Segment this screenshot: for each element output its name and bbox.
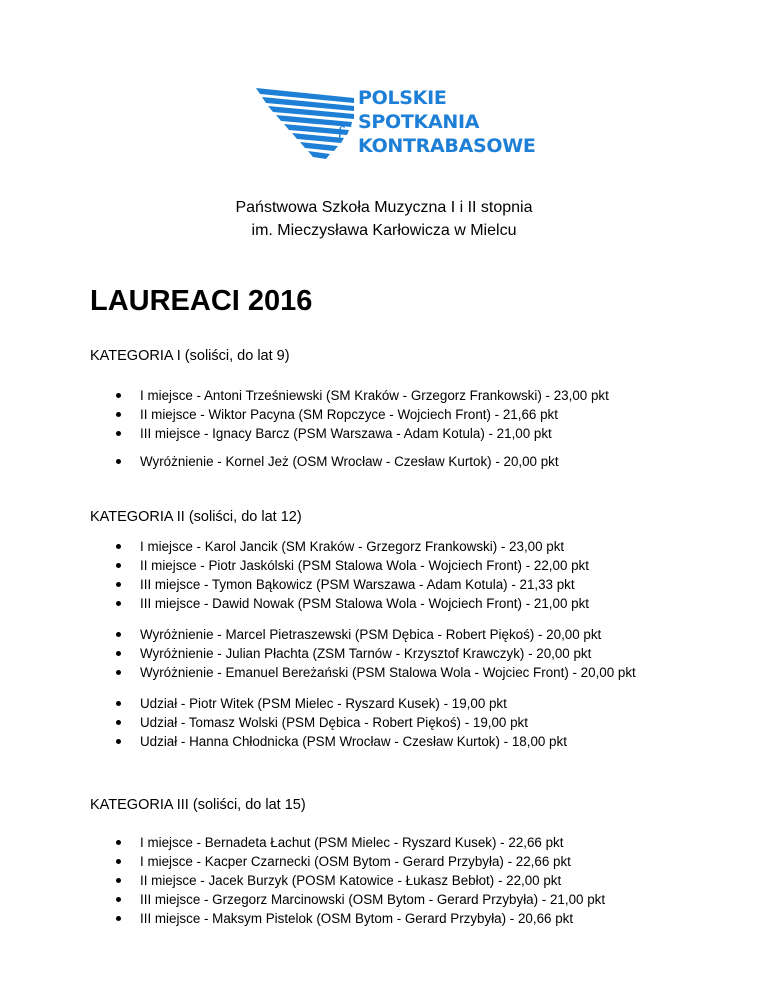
- bullet-icon: [116, 916, 121, 921]
- list-item: Wyróżnienie - Marcel Pietraszewski (PSM Dębica - Robert Piękoś) - 20,00 pkt: [0, 625, 636, 644]
- bullet-icon: [116, 670, 121, 675]
- bullet-icon: [116, 393, 121, 398]
- bullet-icon: [116, 651, 121, 656]
- bullet-icon: [116, 431, 121, 436]
- logo-emblem: [254, 88, 364, 173]
- bullet-icon: [116, 563, 121, 568]
- school-name-line-2: im. Mieczysława Karłowicza w Mielcu: [251, 222, 517, 239]
- list-item: II miejsce - Jacek Burzyk (POSM Katowice - Łukasz Bebłot) - 22,00 pkt: [0, 871, 605, 890]
- list-item: I miejsce - Kacper Czarnecki (OSM Bytom - Gerard Przybyła) - 22,66 pkt: [0, 852, 605, 871]
- list-item: III miejsce - Dawid Nowak (PSM Stalowa Wola - Wojciech Front) - 21,00 pkt: [0, 594, 589, 613]
- bullet-icon: [116, 840, 121, 845]
- list-item: Udział - Hanna Chłodnicka (PSM Wrocław - Czesław Kurtok) - 18,00 pkt: [0, 732, 567, 751]
- category-1-group-2: [0, 452, 559, 471]
- logo-line-3: KONTRABASOWE: [358, 135, 536, 157]
- bullet-icon: [116, 701, 121, 706]
- category-2-group-3: [0, 694, 567, 751]
- list-item: Wyróżnienie - Emanuel Bereżański (PSM Stalowa Wola - Wojciec Front) - 20,00 pkt: [0, 663, 636, 684]
- category-2-group-1: [0, 537, 589, 613]
- bullet-icon: [116, 878, 121, 883]
- bullet-icon: [116, 544, 121, 549]
- list-item: Wyróżnienie - Julian Płachta (ZSM Tarnów - Krzysztof Krawczyk) - 20,00 pkt: [0, 644, 636, 663]
- bullet-icon: [116, 412, 121, 417]
- list-item: I miejsce - Karol Jancik (SM Kraków - Grzegorz Frankowski) - 23,00 pkt: [0, 537, 589, 556]
- list-item: Wyróżnienie - Kornel Jeż (OSM Wrocław - Czesław Kurtok) - 20,00 pkt: [0, 452, 559, 471]
- list-item: II miejsce - Wiktor Pacyna (SM Ropczyce - Wojciech Front) - 21,66 pkt: [0, 405, 609, 424]
- logo-line-2: SPOTKANIA: [358, 111, 480, 133]
- category-1-heading: KATEGORIA I (soliści, do lat 9): [90, 348, 290, 364]
- bullet-icon: [116, 897, 121, 902]
- list-item: III miejsce - Tymon Bąkowicz (PSM Warszawa - Adam Kotula) - 21,33 pkt: [0, 575, 589, 594]
- bullet-icon: [116, 632, 121, 637]
- category-2-heading: KATEGORIA II (soliści, do lat 12): [90, 509, 302, 525]
- list-item: III miejsce - Maksym Pistelok (OSM Bytom - Gerard Przybyła) - 20,66 pkt: [0, 909, 605, 928]
- list-item: Udział - Piotr Witek (PSM Mielec - Ryszard Kusek) - 19,00 pkt: [0, 694, 567, 713]
- logo-wordmark: [358, 86, 536, 158]
- list-item: I miejsce - Bernadeta Łachut (PSM Mielec - Ryszard Kusek) - 22,66 pkt: [0, 833, 605, 852]
- category-1-group-1: [0, 386, 609, 443]
- page-title: LAUREACI 2016: [90, 285, 313, 317]
- bullet-icon: [116, 601, 121, 606]
- svg-text:ʃ: ʃ: [338, 123, 343, 142]
- bullet-icon: [116, 459, 121, 464]
- list-item: III miejsce - Ignacy Barcz (PSM Warszawa - Adam Kotula) - 21,00 pkt: [0, 424, 609, 443]
- school-name-line-1: Państwowa Szkoła Muzyczna I i II stopnia: [235, 199, 533, 216]
- list-item: I miejsce - Antoni Trześniewski (SM Kraków - Grzegorz Frankowski) - 23,00 pkt: [0, 386, 609, 405]
- list-item: II miejsce - Piotr Jaskólski (PSM Stalowa Wola - Wojciech Front) - 22,00 pkt: [0, 556, 589, 575]
- category-3-heading: KATEGORIA III (soliści, do lat 15): [90, 797, 306, 813]
- category-3-group-1: [0, 833, 605, 928]
- category-2-group-2: [0, 625, 636, 684]
- logo-line-1: POLSKIE: [358, 87, 447, 109]
- bullet-icon: [116, 720, 121, 725]
- list-item: III miejsce - Grzegorz Marcinowski (OSM Bytom - Gerard Przybyła) - 21,00 pkt: [0, 890, 605, 909]
- bullet-icon: [116, 582, 121, 587]
- bullet-icon: [116, 739, 121, 744]
- bullet-icon: [116, 859, 121, 864]
- list-item: Udział - Tomasz Wolski (PSM Dębica - Robert Piękoś) - 19,00 pkt: [0, 713, 567, 732]
